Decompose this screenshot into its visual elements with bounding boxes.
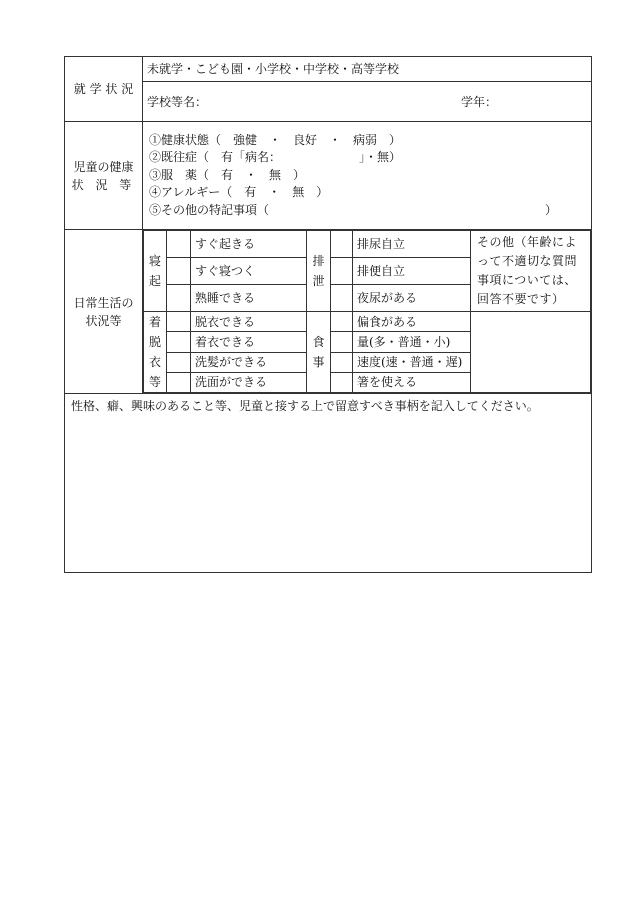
school-name-row[interactable] — [143, 82, 592, 122]
check-box[interactable] — [331, 332, 353, 352]
other-blank — [471, 312, 591, 393]
school-status-label: 就 学 状 況 — [65, 57, 143, 122]
sleep-item: 熟睡できる — [191, 285, 307, 312]
dressing-item: 着衣できる — [191, 332, 307, 352]
excretion-item: 排尿自立 — [353, 231, 471, 258]
sleep-category: 寝 起 — [144, 231, 167, 312]
check-box[interactable] — [167, 258, 191, 285]
notes-area[interactable] — [65, 394, 592, 573]
meal-item: 量(多・普通・小) — [353, 332, 471, 352]
meal-category: 食 事 — [307, 312, 331, 393]
sleep-item: すぐ起きる — [191, 231, 307, 258]
sleep-item: すぐ寝つく — [191, 258, 307, 285]
check-box[interactable] — [331, 312, 353, 332]
check-box[interactable] — [167, 372, 191, 392]
school-name-label: 学校等名： — [147, 94, 208, 109]
dressing-item: 脱衣できる — [191, 312, 307, 332]
health-status-label: 児童の健康 状 況 等 — [65, 122, 143, 230]
notes-prompt: 性格、癖、興味のあること等、児童と接する上で留意すべき事柄を記入してください。 — [71, 399, 539, 413]
health-condition-item[interactable]: ①健康状態（ 強健 ・ 良好 ・ 病弱 ） — [149, 132, 402, 147]
check-box[interactable] — [331, 258, 353, 285]
check-box[interactable] — [167, 231, 191, 258]
child-info-form — [64, 56, 592, 573]
excretion-category: 排 泄 — [307, 231, 331, 312]
daily-life-grid — [143, 230, 592, 394]
grade-label: 学年： — [460, 94, 497, 109]
check-box[interactable] — [167, 285, 191, 312]
meal-item: 偏食がある — [353, 312, 471, 332]
meal-item: 速度(速・普通・遅) — [353, 352, 471, 372]
check-box[interactable] — [167, 312, 191, 332]
check-box[interactable] — [167, 332, 191, 352]
medical-history-item[interactable]: ②既往症（ 有「病名： 」・無） — [149, 150, 402, 165]
allergy-item[interactable]: ④アレルギー（ 有 ・ 無 ） — [149, 185, 329, 200]
form-sheet — [64, 56, 591, 538]
check-box[interactable] — [331, 352, 353, 372]
check-box[interactable] — [331, 372, 353, 392]
check-box[interactable] — [167, 352, 191, 372]
school-type-options[interactable]: 未就学・こども園・小学校・中学校・高等学校 — [143, 57, 592, 82]
health-items[interactable] — [143, 122, 592, 230]
other-note: その他（年齢によって不適切な質問事項については、回答不要です） — [471, 231, 591, 312]
special-notes-item[interactable]: ⑤その他の特記事項（ ） — [149, 202, 558, 217]
excretion-item: 夜尿がある — [353, 285, 471, 312]
daily-life-label: 日常生活の 状況等 — [65, 230, 143, 394]
medication-item[interactable]: ③服 薬（ 有 ・ 無 ） — [149, 167, 306, 182]
dressing-category: 着 脱 衣 等 — [144, 312, 167, 393]
check-box[interactable] — [331, 231, 353, 258]
excretion-item: 排便自立 — [353, 258, 471, 285]
dressing-item: 洗面ができる — [191, 372, 307, 392]
meal-item: 箸を使える — [353, 372, 471, 392]
check-box[interactable] — [331, 285, 353, 312]
dressing-item: 洗髪ができる — [191, 352, 307, 372]
